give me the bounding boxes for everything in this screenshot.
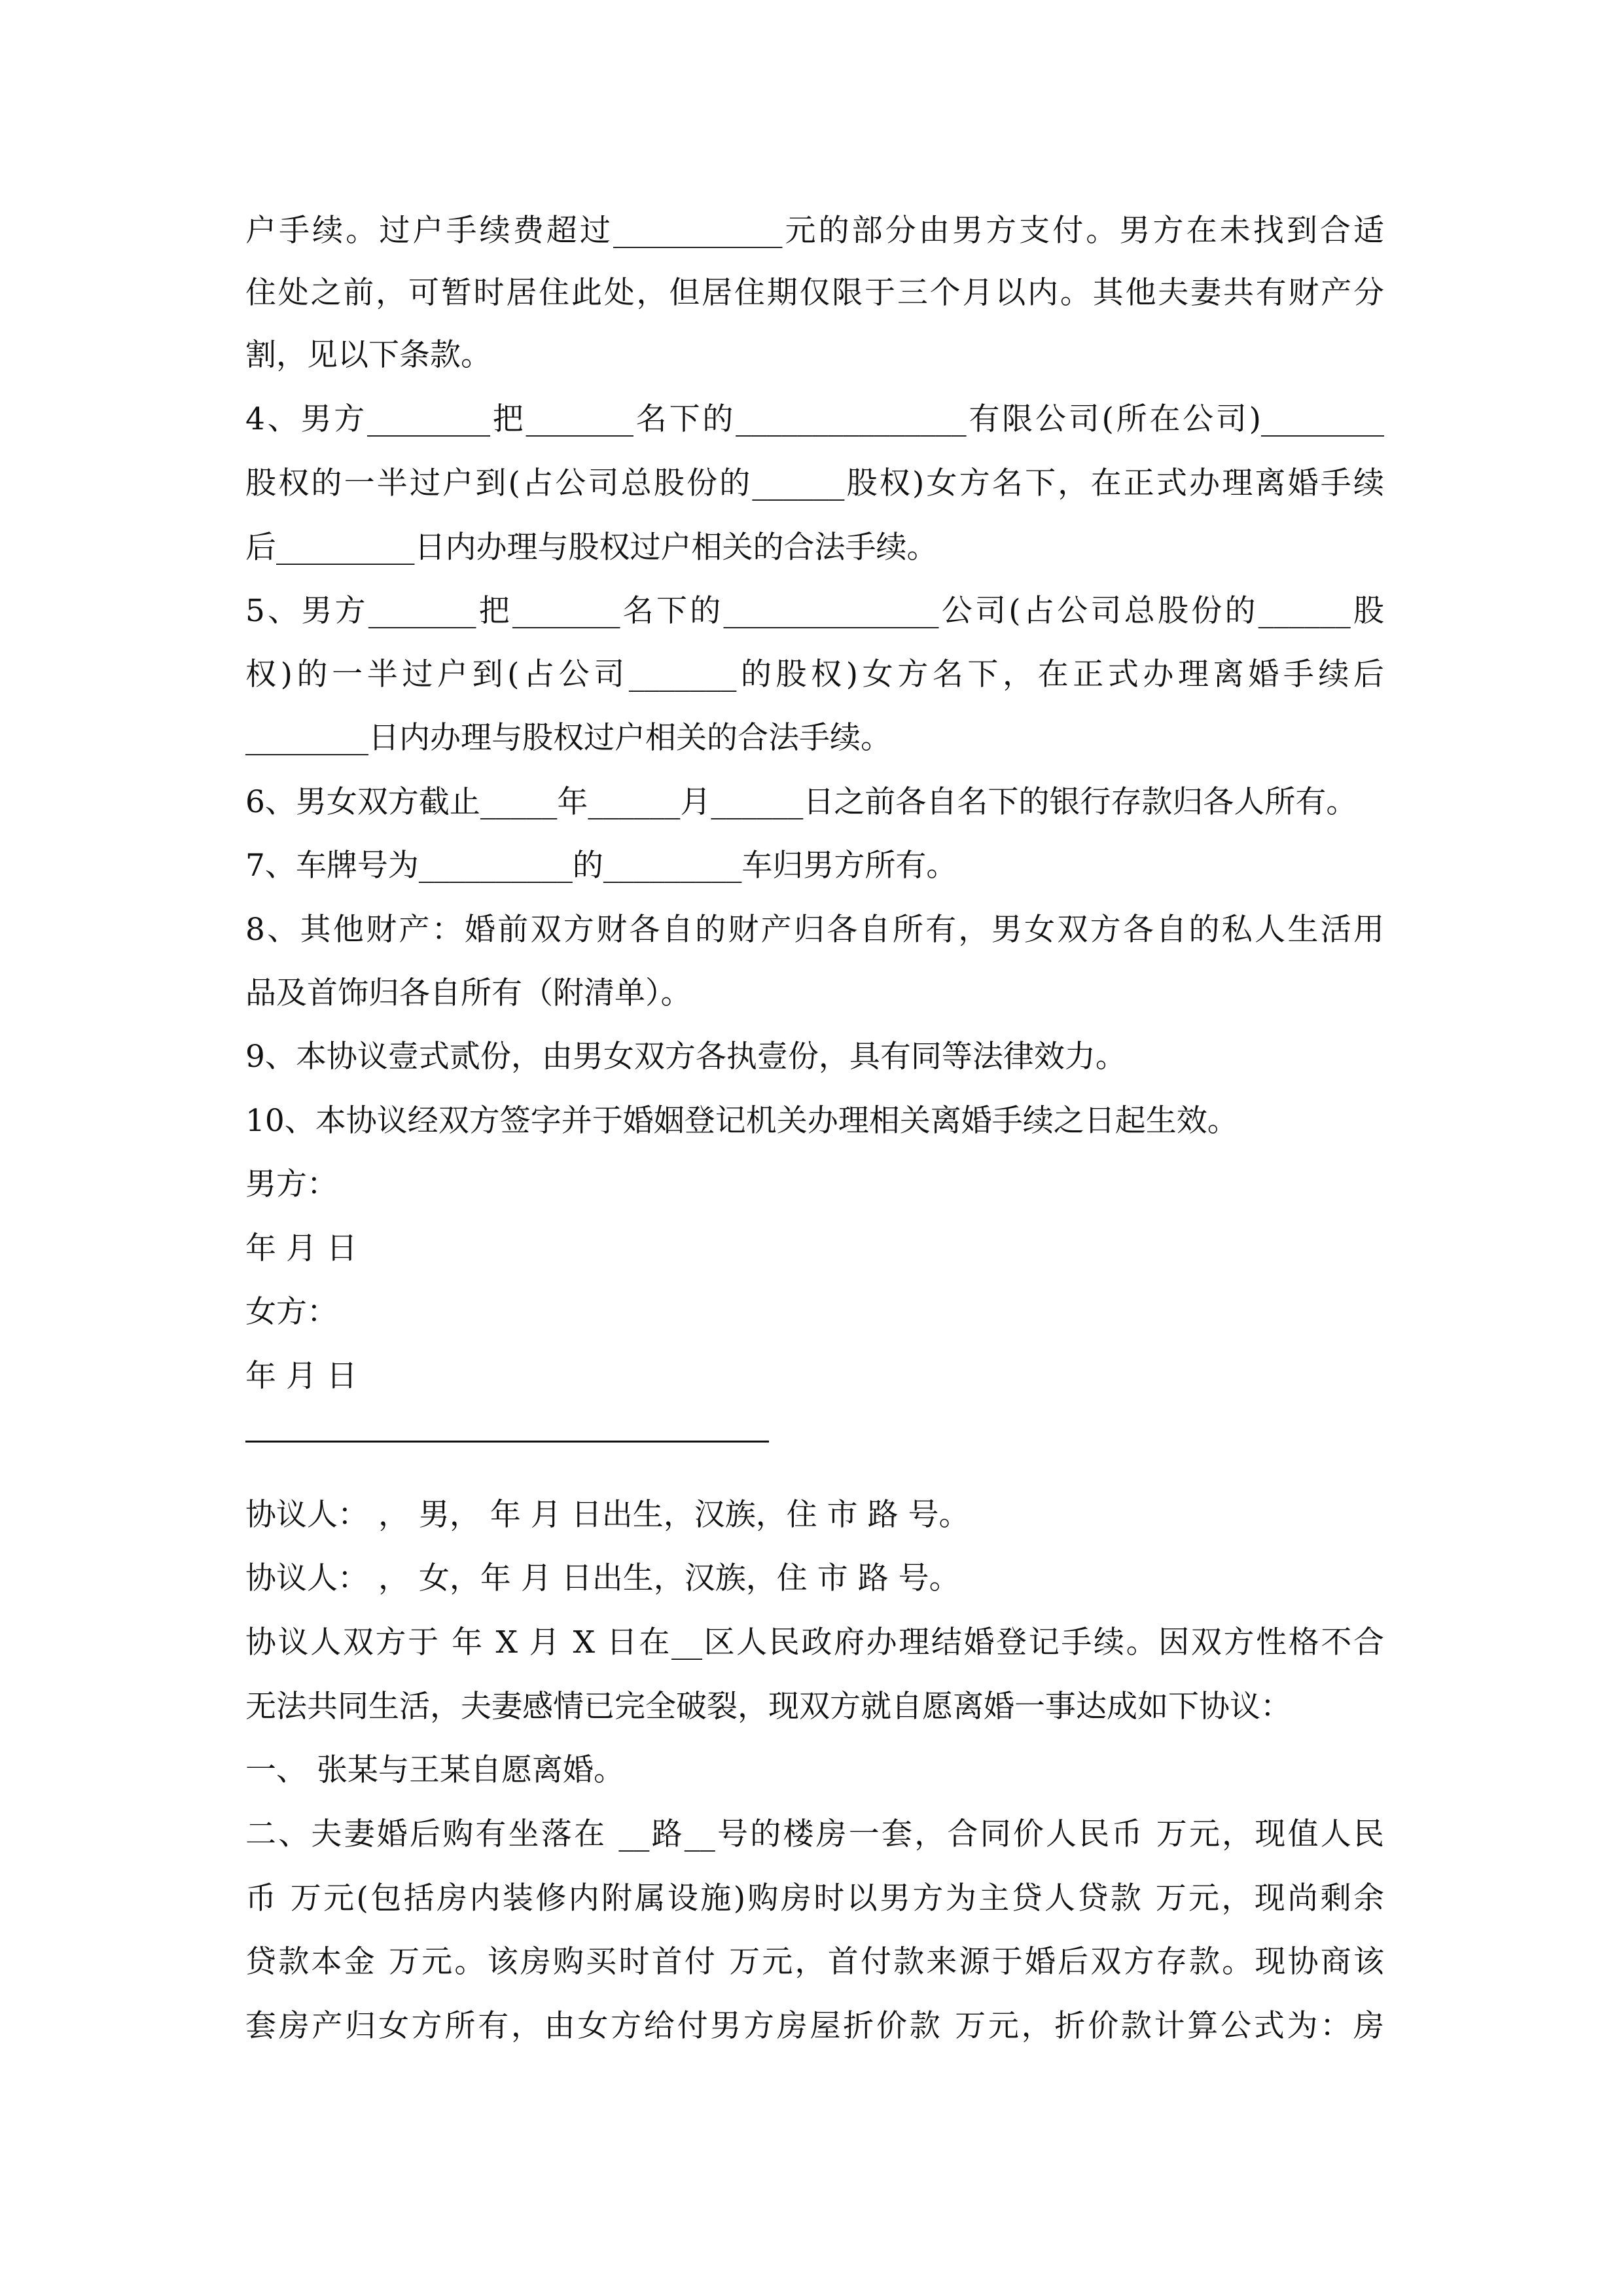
clause-4-line: 后_________日内办理与股权过户相关的合法手续。 [245,529,938,565]
male-date-line: 年 月 日 [245,1230,357,1266]
clause-10-line: 10、本协议经双方签字并于婚姻登记机关办理相关离婚手续之日起生效。 [245,1103,1238,1139]
paragraph-line: 户手续。过户手续费超过___________元的部分由男方支付。男方在未找到合适 [245,213,1384,249]
article-1-line: 一、 张某与王某自愿离婚。 [245,1752,624,1788]
clause-5-line: ________日内办理与股权过户相关的合法手续。 [245,720,891,756]
article-2-line: 套房产归女方所有，由女方给付男方房屋折价款 万元，折价款计算公式为：房 [245,2008,1384,2044]
article-2-line: 二、夫妻婚后购有坐落在 __路__号的楼房一套，合同价人民币 万元，现值人民 [245,1816,1384,1852]
clause-8-line: 品及首饰归各自所有（附清单）。 [245,975,692,1011]
section-divider [245,1441,769,1443]
article-2-line: 币 万元(包括房内装修内附属设施)购房时以男方为主贷人贷款 万元，现尚剩余 [245,1880,1384,1916]
male-party-label: 男方： [245,1166,338,1202]
clause-5-line: 权)的一半过户到(占公司_______的股权)女方名下，在正式办理离婚手续后 [245,656,1384,692]
clause-9-line: 9、本协议壹式贰份，由男女双方各执壹份，具有同等法律效力。 [245,1039,1126,1075]
female-date-line: 年 月 日 [245,1358,357,1394]
preamble-line: 协议人双方于 年 X 月 X 日在__区人民政府办理结婚登记手续。因双方性格不合 [245,1624,1384,1660]
article-2-line: 贷款本金 万元。该房购买时首付 万元，首付款来源于婚后双方存款。现协商该 [245,1944,1384,1980]
paragraph-line: 住处之前，可暂时居住此处，但居住期仅限于三个月以内。其他夫妻共有财产分 [245,275,1384,311]
clause-7-line: 7、车牌号为__________的_________车归男方所有。 [245,848,957,884]
female-party-label: 女方： [245,1294,338,1330]
party-info-female: 协议人： ， 女，年 月 日出生，汉族，住 市 路 号。 [245,1560,960,1596]
preamble-line: 无法共同生活，夫妻感情已完全破裂，现双方就自愿离婚一事达成如下协议： [245,1689,1291,1725]
clause-8-line: 8、其他财产：婚前双方财各自的财产归各自所有，男女双方各自的私人生活用 [245,912,1384,948]
clause-6-line: 6、男女双方截止_____年______月______日之前各自名下的银行存款归各人所有。 [245,784,1357,820]
clause-4-line: 股权的一半过户到(占公司总股份的______股权)女方名下，在正式办理离婚手续 [245,465,1384,501]
paragraph-line: 割，见以下条款。 [245,337,491,373]
clause-4-line: 4、男方________把_______名下的_______________有限公司(所在公司)________ [245,401,1384,437]
clause-5-line: 5、男方_______把_______名下的______________公司(占公司总股份的______股 [245,593,1384,629]
party-info-male: 协议人： ， 男， 年 月 日出生，汉族，住 市 路 号。 [245,1497,970,1533]
